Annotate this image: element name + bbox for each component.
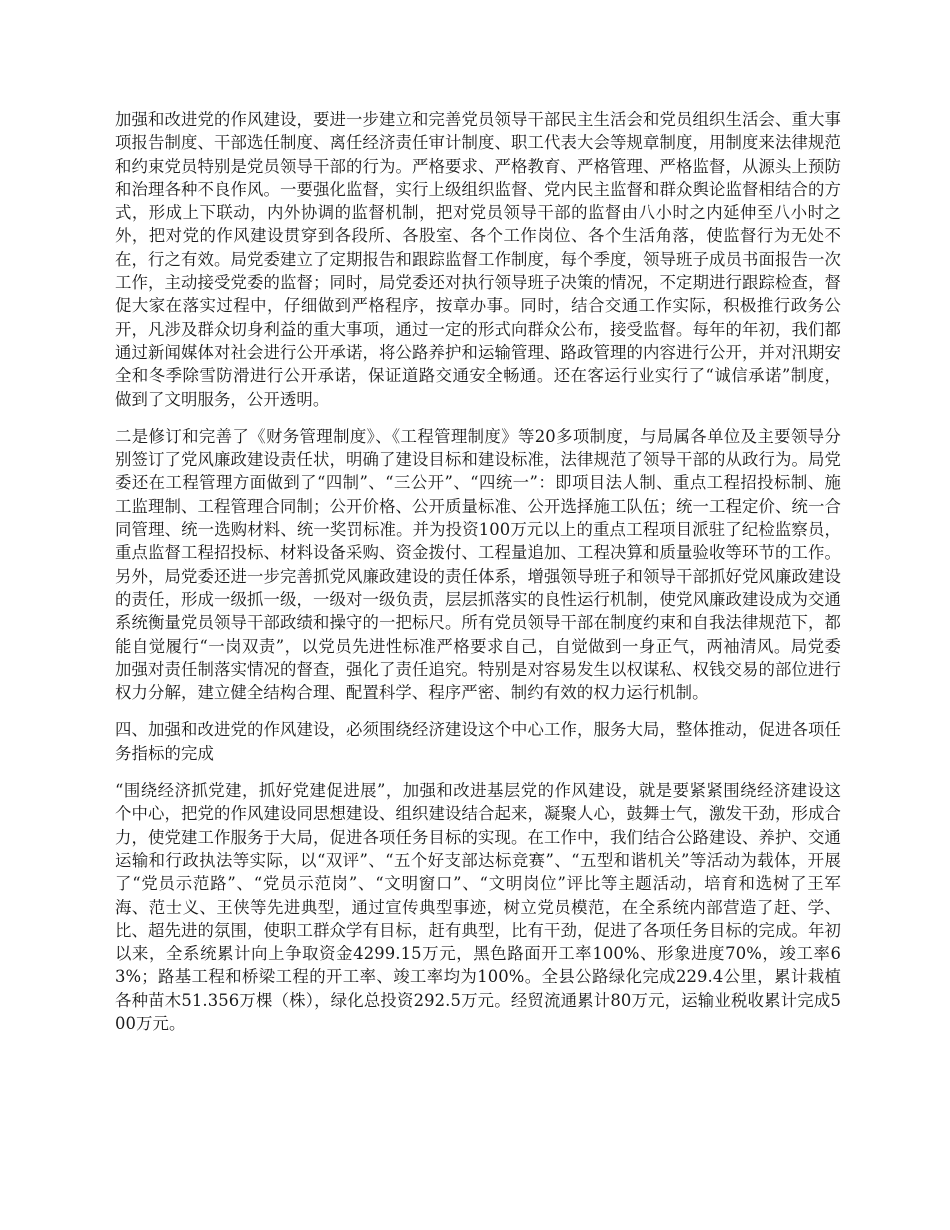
paragraph-work-style-supervision: 加强和改进党的作风建设，要进一步建立和完善党员领导干部民主生活会和党员组织生活会、重大事项报告制度、干部选任制度、离任经济责任审计制度、职工代表大会等规章制度，用制度来法律规范和约束党员特别是党员领导干部的行为。严格要求、严格教育、严格管理、严格监督，从源头上预防和治理各种不良作风。一要强化监督，实行上级组织监督、党内民主监督和群众舆论监督相结合的方式，形成上下联动，内外协调的监督机制，把对党员领导干部的监督由八小时之内延伸至八小时之外，把对党的作风建设贯穿到各段所、各股室、各个工作岗位、各个生活角落，使监督行为无处不在，行之有效。局党委建立了定期报告和跟踪监督工作制度，每个季度，领导班子成员书面报告一次工作，主动接受党委的监督；同时，局党委还对执行领导班子决策的情况，不定期进行跟踪检查，督促大家在落实过程中，仔细做到严格程序，按章办事。同时，结合交通工作实际，积极推行政务公开，凡涉及群众切身利益的重大事项，通过一定的形式向群众公布，接受监督。每年的年初，我们都通过新闻媒体对社会进行公开承诺，将公路养护和运输管理、路政管理的内容进行公开，并对汛期安全和冬季除雪防滑进行公开承诺，保证道路交通安全畅通。还在客运行业实行了“诚信承诺”制度，做到了文明服务，公开透明。 bbox=[115, 110, 841, 409]
paragraph-rules-revision: 二是修订和完善了《财务管理制度》、《工程管理制度》等20多项制度，与局属各单位及主要领导分别签订了党风廉政建设责任状，明确了建设目标和建设标准，法律规范了领导干部的从政行为。局党委还在工程管理方面做到了“四制”、“三公开”、“四统一”：即项目法人制、重点工程招投标制、施工监理制、工程管理合同制；公开价格、公开质量标准、公开选择施工队伍；统一工程定价、统一合同管理、统一选购材料、统一奖罚标准。并为投资100万元以上的重点工程项目派驻了纪检监察员，重点监督工程招投标、材料设备采购、资金拨付、工程量追加、工程决算和质量验收等环节的工作。另外，局党委还进一步完善抓党风廉政建设的责任体系，增强领导班子和领导干部抓好党风廉政建设的责任，形成一级抓一级，一级对一级负责，层层抓落实的良性运行机制，使党风廉政建设成为交通系统衡量党员领导干部政绩和操守的一把标尺。所有党员领导干部在制度约束和自我法律规范下，都能自觉履行“一岗双责”，以党员先进性标准严格要求自己，自觉做到一身正气，两袖清风。局党委加强对责任制落实情况的督查，强化了责任追究。特别是对容易发生以权谋私、权钱交易的部位进行权力分解，建立健全结构合理、配置科学、程序严密、制约有效的权力运行机制。 bbox=[115, 426, 841, 703]
section-heading-four: 四、加强和改进党的作风建设，必须围绕经济建设这个中心工作，服务大局，整体推动，促进各项任务指标的完成 bbox=[115, 720, 841, 763]
paragraph-economic-construction: “围绕经济抓党建，抓好党建促进展”，加强和改进基层党的作风建设，就是要紧紧围绕经济建设这个中心，把党的作风建设同思想建设、组织建设结合起来，凝聚人心，鼓舞士气，激发干劲，形成合力，使党建工作服务于大局，促进各项任务目标的实现。在工作中，我们结合公路建设、养护、交通运输和行政执法等实际，以“双评”、“五个好支部达标竞赛”、“五型和谐机关”等活动为载体，开展了“党员示范路”、“党员示范岗”、“文明窗口”、“文明岗位”评比等主题活动，培育和选树了王军海、范士义、王侠等先进典型，通过宣传典型事迹，树立党员模范，在全系统内部营造了赶、学、比、超先进的氛围，使职工群众学有目标，赶有典型，比有干劲，促进了各项任务目标的完成。年初以来，全系统累计向上争取资金4299.15万元，黑色路面开工率100%、形象进度70%，竣工率63%；路基工程和桥梁工程的开工率、竣工率均为100%。全县公路绿化完成229.4公里，累计栽植各种苗木51.356万棵（株），绿化总投资292.5万元。经贸流通累计80万元，运输业税收累计完成500万元。 bbox=[115, 781, 841, 1033]
document-body bbox=[115, 108, 841, 1049]
